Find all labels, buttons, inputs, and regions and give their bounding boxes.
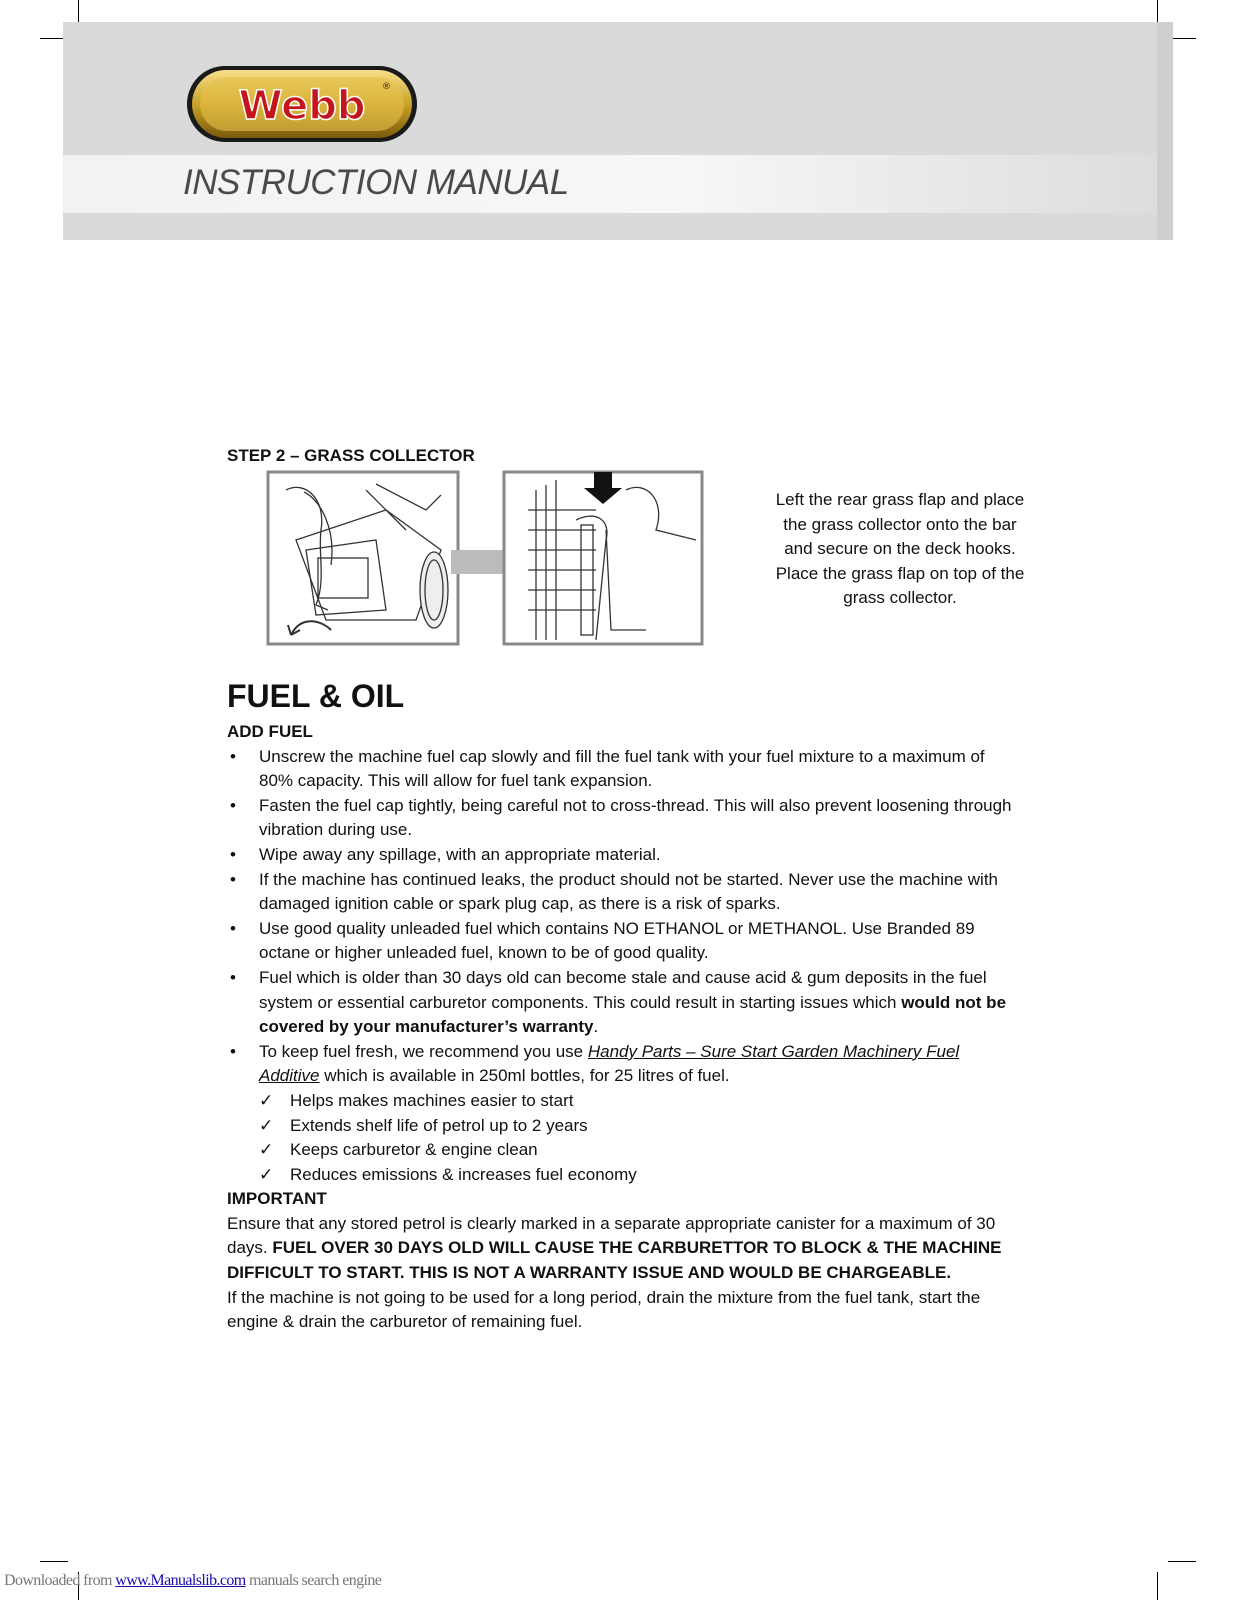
- important-text: Ensure that any stored petrol is clearly marked in a separate appropriate canister for a maximum of 30 days.: [227, 1213, 996, 1258]
- grass-collector-illustration: [266, 470, 716, 650]
- benefits-check-list: [227, 1089, 1017, 1187]
- storage-paragraph: If the machine is not going to be used for a long period, drain the mixture from the fuel tank, start the engine & drain the carburetor of remaining fuel.: [227, 1287, 981, 1332]
- warranty-emphasis: would not be covered by your manufacturer’s warranty: [259, 992, 1007, 1037]
- list-item: • Fasten the fuel cap tightly, being careful not to cross-thread. This will also prevent loosening through vibration during use.: [227, 794, 1017, 843]
- footer-suffix: manuals search engine: [245, 1572, 382, 1589]
- crop-mark: [1157, 1572, 1158, 1600]
- check-item: ✓ Reduces emissions & increases fuel economy: [227, 1163, 1017, 1188]
- page-title: INSTRUCTION MANUAL: [183, 163, 569, 202]
- step-heading: STEP 2 – GRASS COLLECTOR: [227, 446, 475, 465]
- webb-logo: [186, 65, 418, 143]
- crop-mark: [1168, 1561, 1196, 1562]
- check-item: ✓ Extends shelf life of petrol up to 2 years: [227, 1114, 1017, 1139]
- download-footer: [4, 1572, 381, 1590]
- bullet-text: Fuel which is older than 30 days old can become stale and cause acid & gum deposits in the fuel system or essential carburetor components. This could result in starting issues which: [259, 967, 987, 1012]
- footer-prefix: Downloaded from: [4, 1572, 116, 1589]
- bullet-end: which is available in 250ml bottles, for 25 litres of fuel.: [319, 1066, 730, 1086]
- list-item: [227, 966, 1017, 1040]
- caption-line: Place the grass flap on top of the grass collector.: [775, 563, 1025, 607]
- list-item: • Wipe away any spillage, with an appropriate material.: [227, 843, 1017, 868]
- fuel-section-body: [227, 720, 1017, 1335]
- step-section: [227, 444, 1017, 469]
- step-caption: [770, 488, 1030, 611]
- logo-wordmark: Webb: [238, 83, 366, 129]
- check-item: ✓ Keeps carburetor & engine clean: [227, 1138, 1017, 1163]
- important-heading: IMPORTANT: [227, 1189, 327, 1209]
- bullet-end: .: [593, 1017, 599, 1037]
- bullet-text: To keep fuel fresh, we recommend you use: [259, 1041, 588, 1061]
- list-item: [227, 1040, 1017, 1089]
- list-item: • Unscrew the machine fuel cap slowly and fill the fuel tank with your fuel mixture to a maximum of 80% capacity. This will allow for fuel tank expansion.: [227, 745, 1017, 794]
- list-item: • Use good quality unleaded fuel which contains NO ETHANOL or METHANOL. Use Branded 89 octane or higher unleaded fuel, known to be of good quality.: [227, 917, 1017, 966]
- important-warning: FUEL OVER 30 DAYS OLD WILL CAUSE THE CARBURETTOR TO BLOCK & THE MACHINE DIFFICULT TO START. THIS IS NOT A WARRANTY ISSUE AND WOULD BE CHARGEABLE.: [227, 1238, 1002, 1283]
- important-paragraph: [227, 1212, 1017, 1286]
- crop-mark: [40, 1561, 68, 1562]
- check-item: ✓ Helps makes machines easier to start: [227, 1089, 1017, 1114]
- fuel-bullet-list: [227, 745, 1017, 1089]
- header-edge-strip: [1157, 22, 1173, 240]
- list-item: • If the machine has continued leaks, the product should not be started. Never use the machine with damaged ignition cable or spark plug cap, as there is a risk of sparks.: [227, 868, 1017, 917]
- svg-text:®: ®: [382, 82, 391, 92]
- section-title: FUEL & OIL: [227, 678, 405, 714]
- fuel-additive-link[interactable]: Handy Parts – Sure Start Garden Machinery Fuel Additive: [259, 1041, 960, 1086]
- manualslib-link[interactable]: www.Manualslib.com: [115, 1572, 246, 1589]
- subheading-add-fuel: ADD FUEL: [227, 722, 313, 741]
- caption-line: Left the rear grass flap and place the grass collector onto the bar and secure on the deck hooks.: [775, 490, 1025, 558]
